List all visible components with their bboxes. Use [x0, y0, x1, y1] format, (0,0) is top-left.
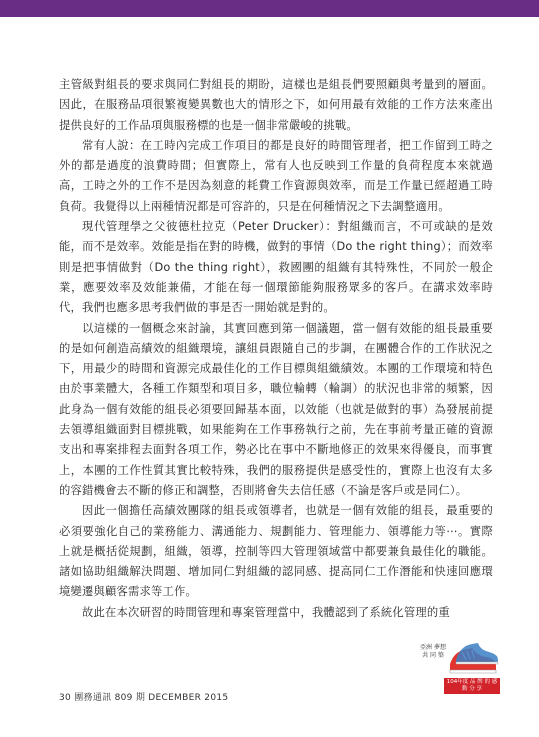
paragraph: 主管級對組長的要求與同仁對組長的期盼，這樣也是組長們要照顧與考量到的層面。因此，在服務品項很繁複變異數也大的情形之下，如何用最有效能的工作方法來產出提供良好的工作品項與服務標的也是一個非常嚴峻的挑戰。 — [59, 78, 493, 132]
article-body — [59, 75, 493, 623]
top-color-bar — [0, 0, 539, 17]
sneakers-icon — [446, 638, 500, 678]
stamp-caption: 亞洲 夢想 共 同 築 — [420, 644, 446, 659]
paragraph: 現代管理學之父彼德杜拉克（Peter Drucker）：對組織而言，不可或缺的是效能，而不是效率。效能是指在對的時機，做對的事情（Do the right thing）；而效率則是把事情做對（Do the thing right），救國團的組織有其特殊性，不同於一般企業，應要效率及效能兼備，才能在每一個環節能夠服務眾多的客戶。在講求效率時代，我們也應多思考我們做的事是否一開始就是對的。 — [59, 220, 493, 315]
stamp-banner: 104年度 品 牌 的 感 動 分 享 — [444, 678, 500, 694]
page-footer: 30 團務通訊 809 期 DECEMBER 2015 — [59, 693, 229, 703]
campaign-stamp — [418, 638, 500, 700]
paragraph: 故此在本次研習的時間管理和專案管理當中，我體認到了系統化管理的重 — [82, 605, 450, 619]
paragraph: 以這樣的一個概念來討論，其實回應到第一個議題，當一個有效能的組長最重要的是如何創造高績效的組織環境，讓組員跟隨自己的步調，在團體合作的工作狀況之下，用最少的時間和資源完成最佳化的工作目標與組織績效。本團的工作環境和特色由於事業體大，各種工作類型和項目多，職位輪轉（輪調）的狀況也非常的頻繁，因此身為一個有效能的組長必須要回歸基本面，以效能（也就是做對的事）為發展前提去領導組織面對目標挑戰，如果能夠在工作事務執行之前，先在事前考量正確的資源支出和專案排程去面對各項工作，勢必比在事中不斷地修正的效果來得優良，而事實上，本團的工作性質其實比較特殊，我們的服務提供是感受性的，實際上也沒有太多的容錯機會去不斷的修正和調整，否則將會失去信任感（不論是客戶或是同仁）。 — [59, 321, 493, 497]
paragraph: 因此一個擔任高績效團隊的組長或領導者，也就是一個有效能的組長，最重要的必須要強化自己的業務能力、溝通能力、規劃能力、管理能力、領導能力等⋯。實際上就是概括從規劃，組織，領導，控制等四大管理領域當中都要兼負最佳化的職能。諸如協助組織解決問題、增加同仁對組織的認同感、提高同仁工作潛能和快速回應環境變遷與顧客需求等工作。 — [59, 504, 493, 599]
paragraph: 常有人說：在工時內完成工作項目的都是良好的時間管理者，把工作留到工時之外的都是過度的浪費時間；但實際上，常有人也反映到工作量的負荷程度本來就過高，工時之外的工作不是因為刻意的耗費工作資源與效率，而是工作量已經超過工時負荷。我覺得以上兩種情況都是可容許的，只是在何種情況之下去調整適用。 — [59, 138, 493, 213]
